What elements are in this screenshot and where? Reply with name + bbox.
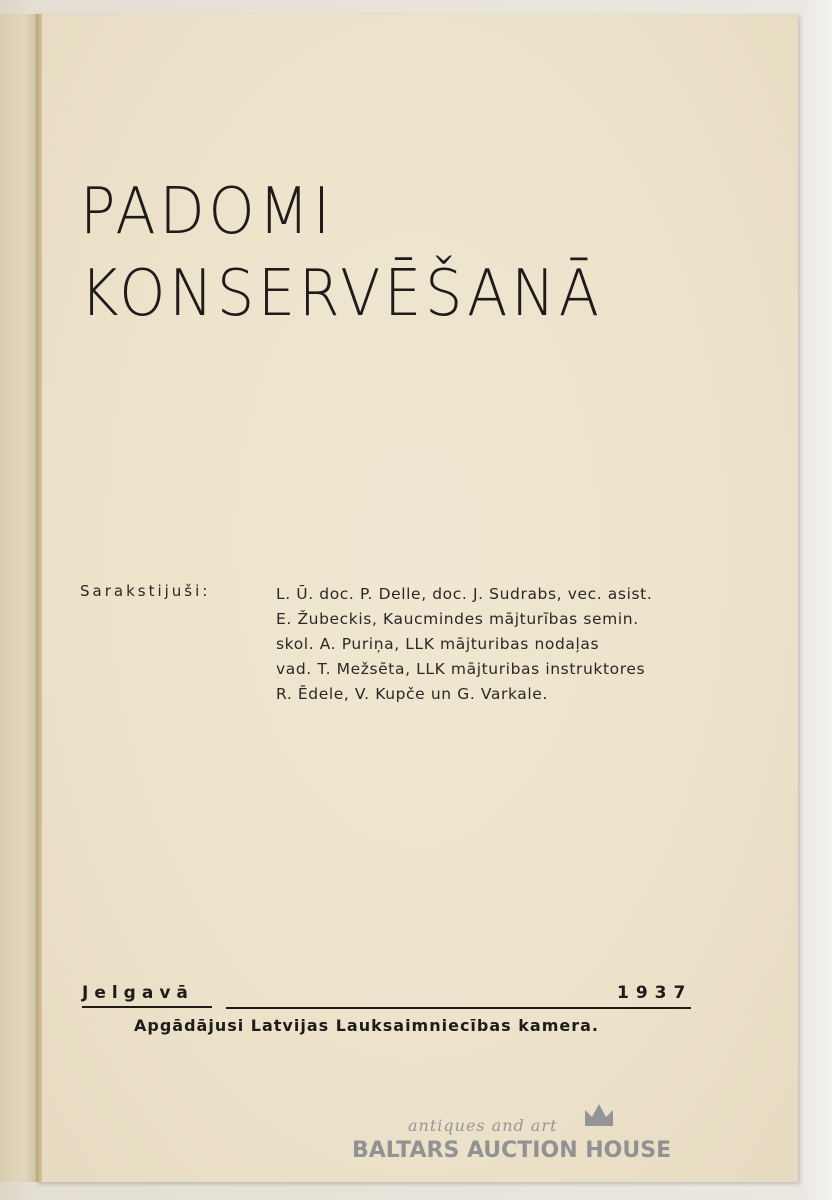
publisher-line: Apgādājusi Latvijas Lauksaimniecības kamera.: [134, 1016, 599, 1035]
binding-spine: [36, 14, 42, 1182]
author-line: L. Ū. doc. P. Delle, doc. J. Sudrabs, vec. asist.: [276, 585, 653, 603]
title-line-2: KONSERVĒŠANĀ: [80, 257, 603, 331]
divider-rule-left: [82, 1006, 212, 1008]
previous-page-edge: [0, 14, 40, 1182]
author-line: skol. A. Puriņa, LLK mājturibas nodaļas: [276, 635, 600, 653]
author-line: vad. T. Mežsēta, LLK mājturibas instruktores: [276, 660, 646, 678]
authors-label: Sarakstijuši:: [80, 582, 211, 600]
watermark-brand: BALTARS AUCTION HOUSE: [352, 1138, 672, 1163]
author-line: E. Žubeckis, Kaucmindes mājturības semin.: [276, 610, 639, 628]
author-line: R. Ēdele, V. Kupče un G. Varkale.: [276, 685, 548, 703]
authors-list: [276, 582, 696, 707]
auction-watermark: [350, 1100, 750, 1170]
title-line-1: PADOMI: [80, 175, 334, 249]
publication-year: 1937: [617, 983, 693, 1003]
watermark-tagline: antiques and art: [408, 1116, 558, 1135]
publication-place: Jelgavā: [82, 983, 194, 1003]
divider-rule-right: [226, 1007, 691, 1009]
crown-icon: [582, 1100, 616, 1130]
